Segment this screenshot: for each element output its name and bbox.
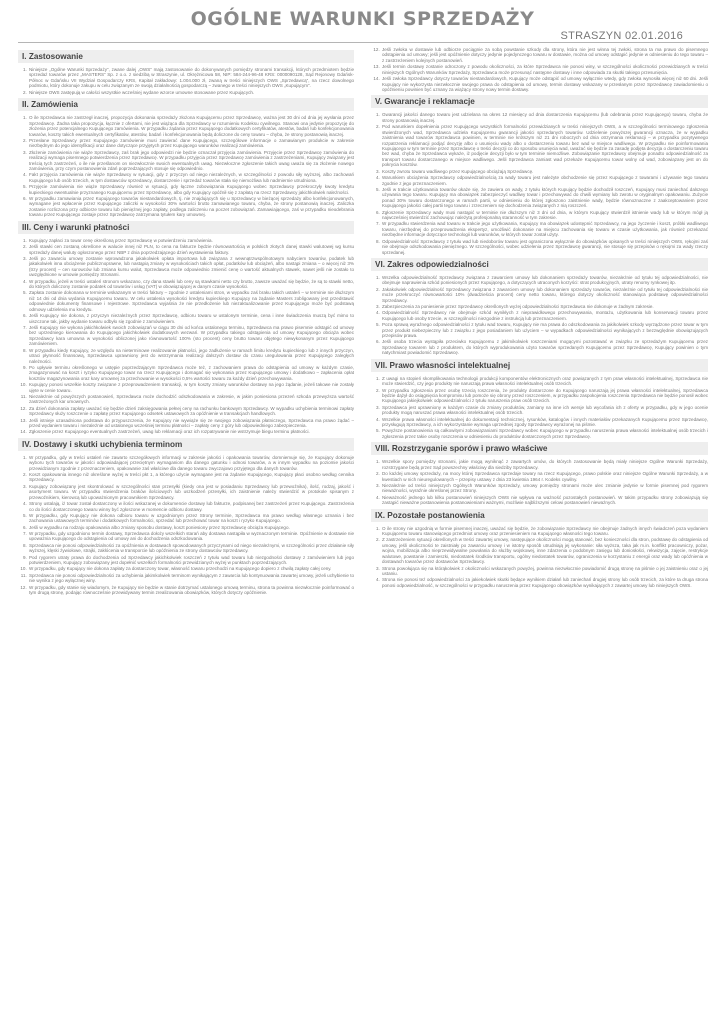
clause-item: 11. Sprzedawca nie ponosi odpowiedzialności za uchybienia jakimkolwiek terminom wynikającym z zawarcia lub kontynuowania zawartej umowy, jeżeli uchybienie to nie wynika z jego wyłącznej winy. (28, 573, 354, 584)
clause-item: 4. Nieważność jednego lub kilku postanowień niniejszych OWS nie wpływa na ważność pozostałych postanowień. W takim przypadku strony zobowiązują się zastąpić nieważne postanowienia postanowieniami ważnymi, możliwie najbliższymi celowi postanowień nieważnych. (381, 495, 708, 506)
clause-item: 4. Odpowiedzialność Sprzedawcy nie obejmuje szkód wynikłych z nieprawidłowego przechowywania, montażu, użytkowania lub konserwacji towaru przez Kupującego lub osoby trzecie, w szczególności niezgodnie z instrukcją lub przeznaczeniem. (381, 310, 708, 321)
clause-item: 3. Złożenie zamówienia nie wiąże Sprzedawcy, zaś brak jego odpowiedzi nie będzie oznaczał przyjęcia zamówienia. Przyjęcie przez Sprzedawcę zamówienia do realizacji wymaga pisemnego potwierdzenia przez Sprzedawcę. W przypadku przyjęcia przez Sprzedawcę zamówienia z zastrzeżeniami, Kupujący związany jest treścią tych zastrzeżeń, o ile nie prześlanom on niezwłocznie swoich ewentualnych uwag. Niezwłoczne zgłoszenie takich uwag uważa się za złożenie nowego zamówienia, przy czym postanowienia zdań poprzedzających stosuje się odpowiednio. (28, 150, 354, 172)
clause-list (371, 459, 708, 505)
clause-item: 5. W przypadku, gdy Kupujący nie dokona odbioru towaru w uzgodnionym przez Strony terminie, Sprzedawca ma prawo według własnego uznania i bez zachowania ustawowych terminów i dodatkowych formalności, sprzedać lub przechować towar na koszt i ryzyko Kupującego. (28, 513, 354, 524)
clause-item: 2. Niniejsze OWS zastępują w całości wszystkie wcześniej wydane wzorce umowne stosowane przez Kupujących. (28, 90, 354, 95)
clause-item: 3. Jeśli po zawarciu umowy zostanie wprowadzona jakakolwiek opłata importowa lub związana z wewnątrzwspólnotowym nabyciem towarów, podatek lub jakakolwiek inna obciążenie publicznoprawne, lub nastąpią zmiany w wysokościach takich opłat, podatków lub obciążeń, albo nastąpi zmiana – o więcej niż 3% (trzy procent) – cen surowców lub zmiana kursu walut, Sprzedawca może odpowiednio zmienić cenę o wartość aktualnych stawek, nawet jeśli nie zostało to uwzględnione w umowie pomiędzy Stronami. (28, 256, 354, 278)
section (18, 50, 354, 95)
section (371, 359, 708, 440)
clause-list (18, 238, 354, 435)
section-title: III. Ceny i warunki płatności (18, 221, 354, 234)
header-divider (18, 42, 709, 43)
section-title: VII. Prawo własności intelektualnej (371, 359, 708, 372)
clause-item: 2. Jakakolwiek odpowiedzialność Sprzedawcy związana z zawarciem umowy lub dokonaniem sprzedaży towarów, niezależnie od tytułu tej odpowiedzialności nie może przekroczyć równowartości 10% (dwadzieścia procent) ceny netto towaru, którego dotyczy okoliczność stanowiąca podstawę odpowiedzialności Sprzedawcy. (381, 287, 708, 303)
clause-item: 1. Z uwagi na stopień skomplikowania technologii produkcji komponentów elektronicznych oraz powiązanych z tym praw własności intelektualnej, Sprzedawca nie może stwierdzić, czy jego produkty nie naruszają prawa własności intelektualnej osób trzecich. (381, 376, 708, 387)
clause-item: 1. Gwarancji jakości danego towaru jest udzielana na okres 12 miesięcy od dnia dostarczenia Kupującemu (lub odebrania przez Kupującego) towaru, chyba że strony postanowią inaczej. (381, 112, 708, 123)
clause-list (18, 67, 354, 95)
clause-item: 5. Jeśli w trakcie użytkowania towarów okaże się, że zawiera on wady, z tytułu których Kupujący będzie dochodził roszczeń, Kupujący musi zaniechać dalszego używania tego towaru. Kupujący ma obowiązek zabezpieczyć wadliwy towar i przechowywać do chwili wymiany lub zwrotu w oryginalnym opakowaniu. Zużycie ponad 30% towaru dostarczonego w ramach partii, w odniesieniu do której zgłoszono zaistnienie wady, będzie równoznaczne z zaakceptowaniem przez Kupującego jakości całej partii tego towaru i zrzeczeniem się dochodzenia związanych z nią roszczeń. (381, 187, 708, 209)
clause-item: 13. Jeśli istnieje uzasadniona podstawa do przypuszczenia, że Kupujący nie wywiąże się ze swojego zobowiązania płatniczego, Sprzedawca ma prawo żądać – przed wydaniem towaru i niezależnie od ustalonego wcześniej terminu płatności – zapłaty ceny z góry lub odpowiedniego zabezpieczenia. (28, 418, 354, 429)
clause-item: 1. W przypadku, gdy w treści ustaleń nie zawarto szczegółowych informacji w zakresie jakości i opakowania towarów, domniemuje się, że Kupujący dokonuje wyboru tych towarów w jakości odpowiadającej przeciętnym wymaganiom dla danego gatunku i odnosi towarów, a w innym wypadku na poziomie jakości przewidzianym zgodnie z przeznaczeniem, opakowanie zaś właściwe dla danego towaru zwyczajowo przyjętego dla danych towarów. (28, 455, 354, 471)
section (371, 258, 708, 356)
document-title: OGÓLNE WARUNKI SPRZEDAŻY (190, 8, 535, 30)
clause-item: 6. W przypadku zamawiania przez Kupującego towarów niestandardowych, tj. nie znajdujących się u Sprzedawcy w bieżącej sprzedaży albo konfekcjonowanych, wymagane jest wpłacenie przez Kupującego zaliczki w wysokości 30% wartości brutto zamawianego towaru, chyba, że strony postanowią inaczej. Zaliczka zostanie rozliczona przy odbiorze towaru lub pieniężnej jego zapłaty, podlega zaliczeniu na poczet zobowiązań. Zamawiającego, zaś w przypadku nieodebrania towaru przez Kupującego zostaje przez Sprzedawcę zatrzymana tytułem kary umownej. (28, 196, 354, 218)
clause-item: 6. Jeśli osoba trzecia wystąpiła przeciwko Kupującemu z jakimikolwiek roszczeniami mogącymi pozostawać w związku ze sprzedażym Kupującemu przez Sprzedawcę towarem lub z produktem, do których wyprodukowania użyto towarów sprzedanych Kupującemu przez Sprzedawcę, Kupujący powinien o tym natychmiast powiadomić Sprzedawcę. (381, 339, 708, 355)
clause-item: 12. W przypadku, gdy stanie się wiadomym, że Kupujący nie będzie w stanie dotrzymać ustalonego umową terminu, strona ta powinna niezwłocznie poinformować o tym drugą stronę, podając równocześnie przewidywany termin zrealizowania obowiązków, których dotyczy opóźnienie. (28, 585, 354, 596)
clause-item: 1. Niniejsze „Ogólne Warunki Sprzedaży”, zwane dalej „OWS” mają zastosowanie do dokonywanych pomiędzy stronami transakcji, których przedmiotem będzie sprzedaż towarów przez „MASTERS” Sp. z o.o. z siedzibą w Straszynie, ul. Okrężnicowa 58, NIP: 584-244-96-48 KRS: 0000090128, Sąd Rejonowy Gdańsk-Północ w Gdańsku VII Wydział Gospodarczy KRS, Kapitał zakładowy: 1.004.000 zł, zwaną w treści niniejszych OWS „Sprzedawcą”, na rzecz dowolnego podmiotu, który dokonuje zakupu w celu związanym ze swoją działalnością gospodarczą – zwanego w treści niniejszych OWS „Kupującym”. (28, 67, 354, 89)
clause-item: 7. W przypadku, gdy uzgodniono termin dostawy, Sprzedawca dołoży wszelkich starań aby dostawa nastąpiła w wyznaczonym terminie. Opóźnienie w dostawie nie upoważnia Kupującego do odstąpienia od umowy ani do dochodzenia odszkodowania. (28, 531, 354, 542)
clause-item: 8. Sprzedawca nie ponosi odpowiedzialności za opóźnienia w dostawach spowodowanych przyczynami od niego niezależnymi, w szczególności przez działanie siły wyższej, klęski żywiołowe, strajki, zakłócenia w transporcie lub opóźnienia ze strony dostawców Sprzedawcy. (28, 543, 354, 554)
clause-item: 9. Po upływie terminu określonego w ustępie poprzedzającym Sprzedawca może też, z zachowaniem prawa do odstąpienia od umowy w każdym czasie, zmagazynować na koszt i ryzyko Kupującego towar na rzecz Kupującego i domagać się wykonania przez Kupującego umowy i dodatkowo – zapłacenia opłat kosztów magazynowania oraz kary umownej za przechowanie w wysokości 0,5% wartości towaru za każdy dzień przechowywania. (28, 365, 354, 381)
clause-item: 5. Poza sprawą wyraźnego odpowiedzialności z tytułu wad towaru, Kupujący nie ma prawa do odszkodowania za jakikolwiek szkody wyrządzone przez towar w tym przez produkt niebezpieczny lub z związku z jego posiadaniem lub użyciem – w wypadkach odpowiedzialności wynikających z bezzwględnie obowiązujących przepisów prawa. (381, 322, 708, 338)
clause-list (18, 115, 354, 218)
clause-item: 4. W przypadku, jeżeli w treści ustaleń stronom wskazano, czy dana stawki lub ceny są stawkami netto czy brutto, zawsze uważać się będzie, że są to stawki netto, do których doliczony zostanie podatek od towarów i usług (VAT) w obowiązującej w danym czasie wysokości. (28, 279, 354, 290)
section (371, 442, 708, 505)
clause-item: 3. Koszty zwrotu towaru wadliwego przez Kupującego obciążają Sprzedawcę. (381, 169, 708, 174)
right-column (371, 47, 708, 1014)
clause-item: 2. Przesłane Sprzedawcy przez Kupującego zamówienie musi zawierać dane Kupującego, szczegółowe informacje o zamawianym produkcie w zakresie niezbędnym do jego identyfikacji oraz dane dotyczące przyjętych przez Kupującego warunków realizacji zamówienia. (28, 138, 354, 149)
section-title: IX. Pozostałe postanowienia (371, 509, 708, 522)
clause-item: 7. W przypadku stwierdzenia wad towaru w trakcie jego użytkowania, Kupujący ma obowiązek udostępnić Sprzedawcy, na jego życzenie i koszt, próbki wadliwego towaru, niezbędnej do przeprowadzenia ekspertyz, umożliwić dokonanie na miejscu zachowania się towaru w czasie użytkowania, jak również przekazać niezbędne informacje dotyczące technologii lub warunków, w których towar został użyty. (381, 221, 708, 237)
clause-item: 5. Zapłata zostanie dokonana w terminie wskazanym w treści faktury – zgodnie z ustaleniami stron, w wypadku zaś braku takich ustaleń – w terminie nie dłuższym niż 14 dni od dnia wydania Kupującemu towaru. W celu ustalenia wysokości kredytu kupieckiego Kupujący na żądanie Masters zobligowany jest przedstawić odpowiednie dokumenty finansowe i rejestrowe. Sprzedawca wyjaśnia że nie przedłożenie lub niezaktualizowanie przez Kupującego może być podstawą odmowy udzielenia mu kredytu. (28, 290, 354, 312)
section (18, 98, 354, 218)
clause-item: 1. O ile Sprzedawca nie zastrzegł inaczej, propozycja dokonania sprzedaży złożona Kupującemu przez Sprzedawcę, ważna jest 30 dni od dnia jej wysłania przez Sprzedawcę. Żadna taka propozycja, łącznie z ofertami, nie jest wiążąca dla Sprzedawcy w rozumieniu Kodeksu cywilnego. Stanowi ona jedynie propozycję do złożenia przez potencjalnego Kupującego zamówienia. W przypadku żądania przez Kupującego dodatkowych certyfikatów, atestów, badań lub konfekcjonowania towarów, koszty takich ewentualnych certyfikatów, atestów, badań i konfekcjonowania będą doliczone do ceny towaru – chyba, że strony postanowią inaczej. (28, 115, 354, 137)
clause-item: 3. Kupujący zobowiązany jest skontrolować w szczególności stan przesyłki (kiedy ona jest w posiadaniu Sprzedawcy lub przewoźnika), ilość, rodzaj, jakość i asortyment towaru. W przypadku stwierdzenia braków ilościowych lub uszkodzeń przesyłki, ich zaistnienie należy stwierdzić w protokole spisanym z przewoźnikiem, kierowcą lub upoważnionym pracownikiem Sprzedawcy. (28, 484, 354, 500)
clause-item: 5. Przyjęcie zamówienia nie wiąże Sprzedawcy również w sytuacji, gdy łączne zobowiązania Kupującego wobec Sprzedawcy przekroczyły kwoty kredytu kupieckiego ewentualnie przyznanego Kupującemu przez Sprzedawcę, albo gdy Kupujący opóźnił się z zapłatą na rzecz Sprzedawcy jakichkolwiek należności. (28, 184, 354, 195)
clause-item: 1. Wszelkie spory pomiędzy stronami, jakie mogą wyniknąć z zawartych umów, do których zastosowanie będą miały niniejsze Ogólne Warunki Sprzedaży, rozstrzygane będą przez Sąd powszechny właściwy dla siedziby Sprzedawcy. (381, 459, 708, 470)
clause-item: 14. Zgłoszenie przez Kupującego eventualnych zastrzeżeń, uwag lub reklamacji oraz ich rozpatrywanie nie wstrzymuje biegu terminu płatności. (28, 429, 354, 434)
section-title: II. Zamówienia (18, 98, 354, 111)
clause-item: 3. Zabezpieczenia za poniesienie przez Sprzedawcę określonych wyżej odpowiedzialności Sprzedawca nie dokonuje w żadnym zakresie. (381, 304, 708, 309)
clause-item: 6. Jeśli w wypadku na rodzaju opakowania albo zmiany sposobu dostawy, koszt poniesiony przez Sprzedawcę obciąża Kupującego. (28, 525, 354, 530)
clause-item: 13. Jeśli termin dostawy zostanie odroczony z powodu okoliczności, za które Sprzedawca nie ponosi winy, w szczególności okoliczności przewidzianych w treści niniejszych Ogólnych Warunków Sprzedaży, Sprzedawca może przesunąć następne dostawy i inne odpowiada za skutki takiego przesunięcia. (381, 64, 708, 75)
document-date: STRASZYN 02.01.2016 (560, 30, 683, 42)
clause-item: 6. Zgłoszenie Sprzedawcy wady musi nastąpić w terminie nie dłuższym niż 3 dni od dnia, w którym Kupujący stwierdził istnienie wady lub w którym mógł ją najwcześniej stwierdzić zachowując należytą profesjonalną staranność w tym zakresie. (381, 210, 708, 221)
clause-item: 8. Odpowiedzialność Sprzedawcy z tytułu wad lub niedoborów towaru jest ograniczona wyłącznie do obowiązków opisanych w treści niniejszych OWS, rękojmi zaś nie obejmuje odszkodowania pieniężnego. W szczególności, wobec udzielenia przez Sprzedawcę gwarancji, nie stosuje się przepisów o rękojmi za wady rzeczy sprzedanej. (381, 239, 708, 255)
section-title: VI. Zakres odpowiedzialności (371, 258, 708, 271)
clause-item: 3. Strona powołująca się na którąkolwiek z okoliczności wskazanych powyżej, powinna niezwłocznie powiadomić drugą stronę na piśmie o jej zaistnieniu oraz o jej ustaniu. (381, 566, 708, 577)
section-title: I. Zastosowanie (18, 50, 354, 63)
clause-list (371, 112, 708, 255)
clause-item: 12. Za dzień dokonania zapłaty uważać się będzie dzień zaksięgowania pełnej ceny na rachunku bankowym Sprzedawcy. W wypadku uchybienia terminowi zapłaty Sprzedawcy służy roszczenie o zapłatę przez Kupującego odsetek ustawowych za opóźnienie w transakcjach handlowych. (28, 406, 354, 417)
clause-item: 2. Z zastrzeżeniem sytuacji określonych w treści zawartej umowy, następujące okoliczności mogą stanowić, bez konieczności dla stron, podstawę do odstąpienia od umowy, jeśli okoliczności te zaistniały po zawarciu umowy i w istotny sposób utrudniają jej wykonanie: siła wyższa, taka jak m.in. konflikt pracowniczy, pożar, wojna, mobilizacja albo nieprzewidywalne powołania do służby wojskowej, inne zdarzenia o podobnym zasięgu lub doniosłości, rekwizycja, zajęcie, restrykcje walutowe, powstanie i zamieszki, niedostatek środków transportu, ogólny niedostatek towarów, ograniczenia w korzystaniu z energii oraz wady lub opóźnienia w dostawach towarów przez dostawców Sprzedawcy. (381, 537, 708, 564)
clause-item: 12. Jeśli zwłoka w dostawie lub odbiorze pociągnie za sobą powstanie szkody dla strony, która nie jest winna tej zwłoki, strona ta ma prawo do pisemnego odstąpienia od umowy; jeśli jest opóźnienie dotyczy jedynie pojedynczego towaru w dostawie, można od umowy odstąpić jedynie w odniesieniu do tego towaru – z zastrzeżeniem kolejnych postanowień. (381, 47, 708, 63)
clause-item: 1. Wszelka odpowiedzialność Sprzedawcy związana z zawarciem umowy lub dokonaniem sprzedaży towarów, niezależnie od tytułu tej odpowiedzialności, nie obejmuje naprawienia szkód poniesionych przez Kupującego, a dotyczących utraconych korzyści: strat produkcyjnych, utraty renomy rynkowej itp. (381, 275, 708, 286)
clause-item: 11. Niezależnie od powyższych postanowień, Sprzedawca może dochodzić odszkodowania w zakresie, w jakim poniesiona przezeń szkoda przewyższa wartość zastrzeżonych kar umownych. (28, 394, 354, 405)
clause-list (371, 275, 708, 356)
clause-item: 4. Warunkiem obciążenia Sprzedawcy odpowiedzialnością za wady towaru jest należyte obchodzenie się przez Kupującego z towarami i używanie tego towaru zgodnie z jego przeznaczeniem. (381, 175, 708, 186)
clause-item: 10. Kupujący ponosi wszelkie koszty związane z przeprowadzeniem transakcji, w tym koszty zmiany warunków dostawy na jego żądanie, jeżeli takowe nie zostały ujęte w cenie towaru. (28, 382, 354, 393)
clause-list (371, 47, 708, 92)
clause-item: 7. Jeśli Kupujący nie wykona jakichkolwiek swoich zobowiązań w ciągu 30 dni od końca ustalonego terminu, Sprzedawca ma prawo pisemnie odstąpić od umowy bez uprzedniego kierowania do Kupującego jakichkolwiek dodatkowych wezwań. W przypadku takiego odstąpienia od umowy Kupującego obciąża wobec Sprzedawcy kara umowna w wysokości obliczonej jako równowartość 100% (sto procent) ceny brutto towaru objętego niewykonanym przez Kupującego zamówieniem. (28, 325, 354, 347)
clause-item: 4. Strony ustalają, iż towar został dostarczony w ilości wskazanej w dokumencie dostawy lub fakturze, podpisanej bez zastrzeżeń przez Kupującego. Zastrzeżenia co do ilości dostarczonego towaru winny być zgłoszone w momencie odbioru dostawy. (28, 501, 354, 512)
clause-item: 14. Jeśli zwłoka Sprzedawcy dotyczy towarów niestandardowych, Kupujący może odstąpić od umowy wyłącznie wtedy, gdy zwłoka wynosiła więcej niż 60 dni. Jeśli Kupujący nie wykorzysta niezwłocznie swojego prawa do odstąpienia od umowy, termin dostawy wskazany w przesłanym przez Sprzedawcę zawiadomieniu o opóźnieniu powinien być uznany za wiążący strony nowy termin dostawy. (381, 76, 708, 92)
left-column (18, 47, 354, 1014)
section (18, 221, 354, 435)
clause-item: 4. Fakt przyjęcia zamówienia nie wiąże Sprzedawcy w sytuacji, gdy z przyczyn od niego niezależnych, w szczególności z powodu siły wyższej, albo zachowań Kupującego lub osób trzecich, w tym dostawców sprzedawcy, dostarczenie i sprzedaż towarów stała się niemożliwa lub nadmiernie utrudniona. (28, 172, 354, 183)
clause-item: 2. Pod warunkiem dopełnienia przez Kupującego wszystkich formalności przewidzianych w treści niniejszych OWS, a w szczególności terminowego zgłoszenia stwierdzonych wad, Sprzedawca udziela Kupującemu gwarancji jakości sprzedanych towarów. Udzielenie powyższej gwarancji oznacza, że w wypadku zaistnienia wad towarów Sprzedawca powinien, w terminie nie krótszym niż 21 dni roboczych od dnia otrzymania reklamacji – w przypadku pozytywnego rozpatrzenia reklamacji podjąć decyzję albo o usunięciu wady albo o dostarczeniu towaru bez wad w miejsce wadliwego. W przypadku nie poinformowania Kupującego w tym terminie przez Sprzedawcę o treści decyzji co do sposobu usunięcia wad, uważać się będzie za zasadę podjęta decyzja o dostarczeniu towaru bez wad, chyba że Sprzedawca wykaże, iż podjęcie decyzji było w tym terminie niemożliwe. Zobowiązanie Sprzedawcy obejmuje ponadto odpowiedzialność za transport towaru dostarczanego w miejsce wadliwego. Jeśli Sprzedawca zamiast wad przekaże Kupującemu towar wolny od wad, zobowiązany jest on do pokrycia kosztów. (381, 124, 708, 168)
clause-item: 2. Koszt opakowania innego niż określone wyżej w treści pkt 1, a którego użycie wymagane jest na żądanie Kupującego, Kupujący płaci osobno według cennika Sprzedawcy. (28, 472, 354, 483)
clause-item: 4. Wszelkie prawa własności intelektualnej do dokumentacji technicznej, rysunków, katalogów i innych materiałów przekazanych Kupującemu przez Sprzedawcę, przysługują Sprzedawcy, a ich wykorzystanie wymaga uprzedniej zgody Sprzedawcy wyrażonej na piśmie. (381, 417, 708, 428)
clause-item: 3. Niezależnie od treści niniejszych Ogólnych Warunków Sprzedaży, umowy pomiędzy stronami może ulec zmianie jedynie w formie pisemnej pod rygorem nieważności, wyraźnie określonej przez Strony. (381, 483, 708, 494)
section (371, 95, 708, 255)
section-title: IV. Dostawy i skutki uchybienia terminom (18, 438, 354, 451)
clause-item: 10. W przypadku, gdy Kupujący nie dokona zapłaty za dostarczony towar, własność towaru przechodzi na Kupującego dopiero z chwilą zapłaty całej ceny. (28, 566, 354, 571)
clause-item: 5. Powyższe postanowienia są całkowitymi zobowiązaniami Sprzedawcy wobec Kupującego w przypadku naruszenia prawa własności intelektualnej osób trzecich i zgłoszenia przez takie osoby roszczenia w odniesieniu do produktów dostarczonych przez Sprzedawcę. (381, 428, 708, 439)
clause-list (371, 376, 708, 440)
clause-item: 2. Do każdej umowy sprzedaży, na mocy której Sprzedawca sprzedaje towary na rzecz Kupującego, prawo polskie oraz niniejsze Ogólne Warunki Sprzedaży, a w kwestiach w nich nieuregulowanych – przepisy ustawy z dnia 23 kwietnia 1964 r. Kodeks cywilny. (381, 471, 708, 482)
clause-item: 3. Sprzedawca jest uprawniony w każdym czasie do zmiany produktów, zamiany na inne ich wersje lub wycofania ich z oferty w przypadku, gdy w jego ocenie produkty mogą naruszać prawa własności intelektualnej osób trzecich. (381, 405, 708, 416)
clause-item: 9. Pod rygorem utraty prawa do dochodzenia od Sprzedawcy jakichkolwiek roszczeń z tytułu wad towaru lub niezgodności dostawy z zamówieniem lub jego potwierdzeniem, Kupujący zobowiązany jest dopełnić wszelkich formalności przewidzianych wyżej w punktach poprzedzających. (28, 555, 354, 566)
section (371, 47, 708, 92)
clause-item: 4. Strona nie ponosi też odpowiedzialności za jakiekolwiek skutki będące wynikiem działań lub zaniechań drugiej strony lub osób trzecich, za które ta druga strona ponosi odpowiedzialność, w szczególności w przypadku naruszenia przez Kupującego obowiązków wynikających z zawartej umowy lub niniejszych OWS. (381, 577, 708, 588)
section (18, 438, 354, 596)
clause-item: 6. Jeśli Kupujący nie dokona, z przyczyn niezależnych przez Sprzedawcę, odbioru towaru w ustalonym terminie, cena i inne świadczenia muszą być mimo to uiszczone tak, jakby wydanie towaru odbyło się zgodnie z zamówieniem. (28, 313, 354, 324)
clause-item: 2. Jeśli stawki cen zostaną określone w walucie innej niż PLN, to cena na fakturze będzie równowartością w polskich złotych danej stawki walutowej wg kursu sprzedaży danej waluty ogłoszonego przez NBP z dnia poprzedzającego dzień wystawienia faktury. (28, 244, 354, 255)
section-title: VIII. Rozstrzyganie sporów i prawo właściwe (371, 442, 708, 455)
clause-item: 1. Kupujący zapłaci za towar cenę określoną przez Sprzedawcę w potwierdzeniu zamówienia. (28, 238, 354, 243)
section (371, 509, 708, 589)
document-header (0, 0, 725, 50)
clause-item: 1. O ile strony nie uzgodnią w formie pisemnej inaczej, uważać się będzie, że zobowiązanie Sprzedawcy nie obejmuje żadnych innych świadczeń poza wydaniem Kupującemu towaru stanowiącego przedmiot umowy oraz przeniesieniem na Kupującego własności tego towaru. (381, 526, 708, 537)
clause-item: 2. W przypadku zgłoszenia przez osobę trzecią roszczenia, że produkty dostarczone do Kupującego naruszają jej prawa własności intelektualnej, Sprzedawca będzie dążył do osiągnięcia kompromisu lub pomoże się obrony przed roszczeniem, w przypadku zaspokojenia roszczenia Sprzedawca nie będzie ponosił wobec Kupującego jakiejkolwiek odpowiedzialności z tytułu naruszenia praw osób trzecich. (381, 388, 708, 404)
clause-list (18, 455, 354, 596)
section-title: V. Gwarancje i reklamacje (371, 95, 708, 108)
clause-item: 8. W przypadku kiedy Kupujący, ze względu na nieterminowe realizowanie płatności, jego zadłużenie w ramach limitu kredytu kupieckiego lub z innych przyczyn, utraci płynność finansową, Sprzedawca uprawniony jest do wstrzymania realizacji dalszych dostaw do czasu uregulowania przez Kupującego zaległych należności. (28, 348, 354, 364)
clause-list (371, 526, 708, 589)
